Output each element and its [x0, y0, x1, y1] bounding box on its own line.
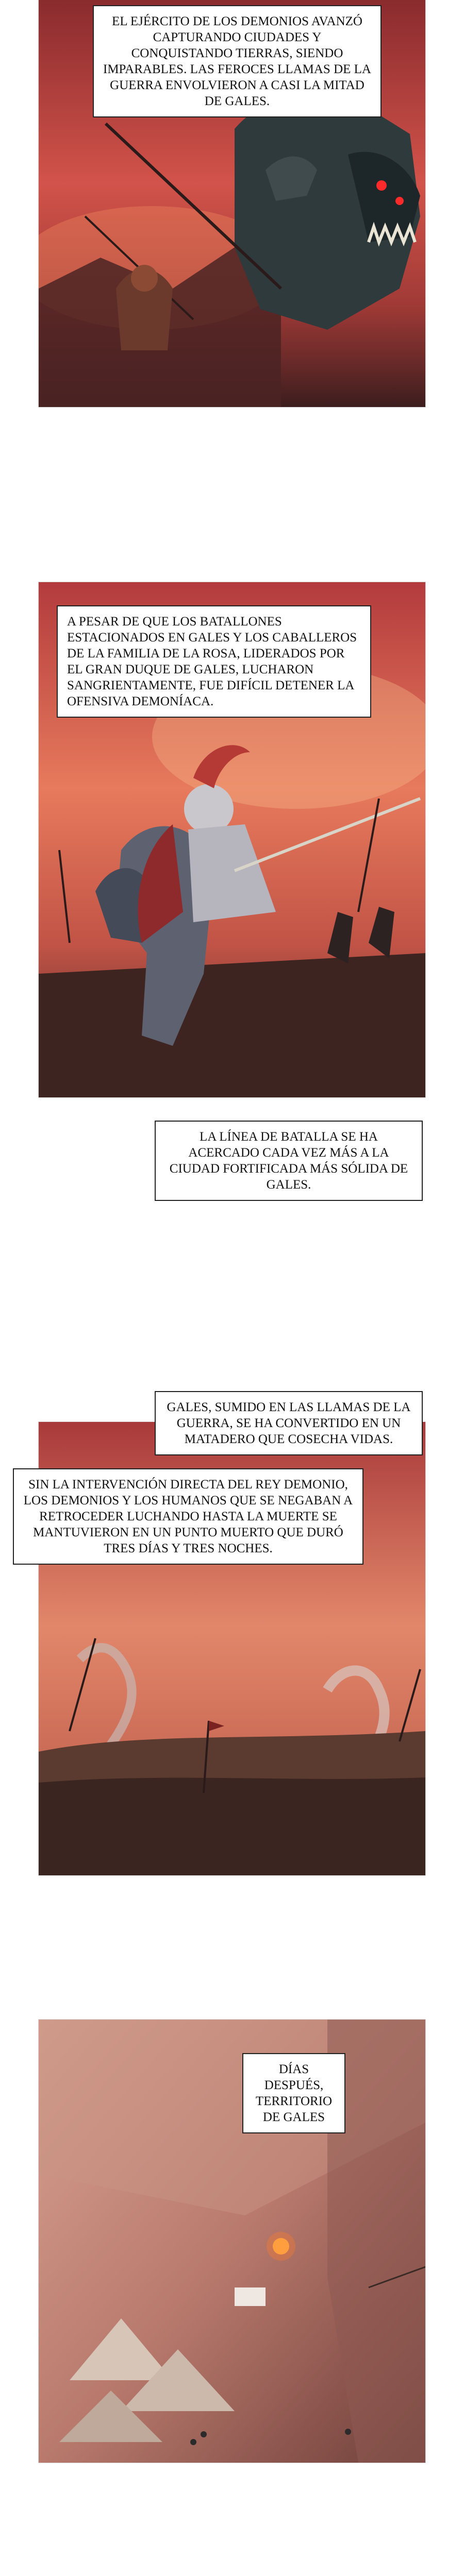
- caption-slaughterhouse: GALES, SUMIDO EN LAS LLAMAS DE LA GUERRA, SE HA CONVERTIDO EN UN MATADERO QUE COSECHA VIDAS.: [155, 1391, 423, 1455]
- caption-stalemate: SIN LA INTERVENCIÓN DIRECTA DEL REY DEMONIO, LOS DEMONIOS Y LOS HUMANOS QUE SE NEGABAN A RETROCEDER LUCHANDO HASTA LA MUERTE SE MANTUVIERON EN UN PUNTO MUERTO QUE DURÓ TRES DÍAS Y TRES NOCHES.: [13, 1468, 363, 1565]
- panel-military-camp: [39, 2020, 425, 2463]
- caption-days-later: DÍAS DESPUÉS, TERRITORIO DE GALES: [242, 2053, 345, 2133]
- military-camp-illustration: [39, 2020, 425, 2463]
- caption-battalions: A PESAR DE QUE LOS BATALLONES ESTACIONADOS EN GALES Y LOS CABALLEROS DE LA FAMILIA DE LA ROSA, LIDERADOS POR EL GRAN DUQUE DE GALES, LUCHARON SANGRIENTAMENTE, FUE DIFÍCIL DETENER LA OFENSIVA DEMONÍACA.: [57, 605, 371, 718]
- caption-battle-line: LA LÍNEA DE BATALLA SE HA ACERCADO CADA VEZ MÁS A LA CIUDAD FORTIFICADA MÁS SÓLIDA DE GALES.: [155, 1121, 423, 1201]
- caption-demon-army: EL EJÉRCITO DE LOS DEMONIOS AVANZÓ CAPTURANDO CIUDADES Y CONQUISTANDO TIERRAS, SIENDO IMPARABLES. LAS FEROCES LLAMAS DE LA GUERRA ENVOLVIERON A CASI LA MITAD DE GALES.: [93, 5, 382, 117]
